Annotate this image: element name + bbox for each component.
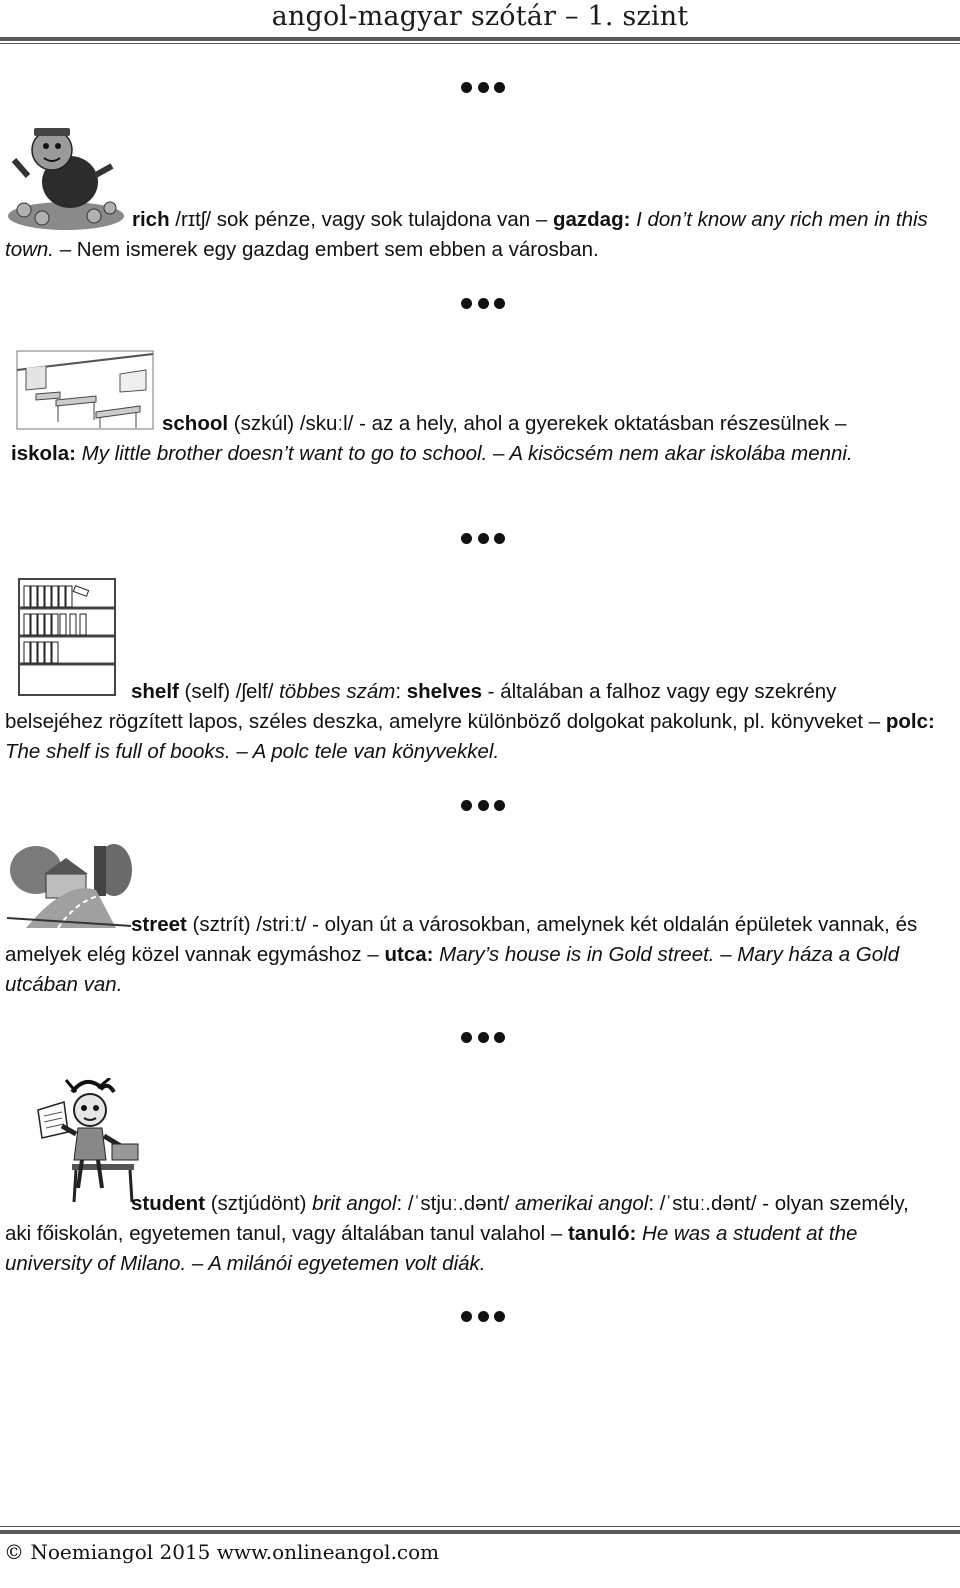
entry-school: school (szkúl) /skuːl/ - az a hely, ahol a gyerekek oktatásban részesülnek – iskola: My little brother doesn’t want to go to school. – A kisöcsém nem akar iskolába menni. [11,412,853,465]
plural-word: shelves [406,680,482,703]
example-hungarian: – A kisöcsém nem akar iskolába menni. [487,442,853,465]
plural-label: többes szám [279,680,396,703]
example-english: I don’t know any rich men in this town. [5,208,928,261]
ellipsis-dots-icon [461,80,505,94]
headword: street [131,913,187,936]
hungarian-meaning: polc: [885,710,935,733]
footer-divider-thin [0,1526,960,1527]
example-hungarian: – Mary háza a Gold utcában van. [5,943,900,996]
example-hungarian: – A milánói egyetemen volt diák. [186,1252,486,1275]
header-divider-thin [0,43,960,44]
example-english: Mary’s house is in Gold street. [433,943,715,966]
hungarian-meaning: tanuló: [567,1222,637,1245]
page-title: angol-magyar szótár – 1. szint [271,1,689,32]
amer-label: amerikai angol [514,1192,649,1215]
entry-shelf: shelf (self) /ʃelf/ többes szám: shelves - általában a falhoz vagy egy szekrény belsejéhez rögzített lapos, széles deszka, amelyre különböző dolgokat pakolunk, pl. könyveket – polc: The shelf is full of books. – A polc tele van könyvekkel. [5,680,935,763]
header-divider [0,37,960,41]
ellipsis-dots-icon [461,1309,505,1323]
entry-rich: rich /rɪtʃ/ sok pénze, vagy sok tulajdona van – gazdag: I don’t know any rich men in this town. – Nem ismerek egy gazdag embert sem ebben a városban. [5,208,928,261]
headword: student [131,1192,206,1215]
headword: school [162,412,229,435]
headword: shelf [131,680,179,703]
student-icon [32,1078,140,1204]
entry-street: street (sztrít) /striːt/ - olyan út a városokban, amelynek két oldalán épületek vannak, és amelyek elég közel vannak egymáshoz – utca: Mary’s house is in Gold street. – Mary háza a Gold utcában van. [5,913,918,996]
brit-label: brit angol [312,1192,397,1215]
hungarian-meaning: iskola: [11,442,76,465]
footer-divider [0,1530,960,1534]
ellipsis-dots-icon [461,798,505,812]
example-english: The shelf is full of books. [5,740,231,763]
hungarian-meaning: gazdag: [552,208,631,231]
example-english: He was a student at the university of Milano. [5,1222,858,1275]
example-hungarian: – Nem ismerek egy gazdag embert sem ebben a városban. [54,238,599,261]
headword: rich [132,208,170,231]
ellipsis-dots-icon [461,531,505,545]
entry-student: student (sztjúdönt) brit angol: /ˈstjuː.dənt/ amerikai angol: /ˈstuː.dənt/ - olyan személy, aki főiskolán, egyetemen tanul, vagy általában tanul valahol – tanuló: He was a student at the university of Milano. – A milánói egyetemen volt diák. [5,1192,909,1275]
ellipsis-dots-icon [461,1030,505,1044]
example-english: My little brother doesn’t want to go to school. [75,442,488,465]
ellipsis-dots-icon [461,296,505,310]
example-hungarian: – A polc tele van könyvekkel. [230,740,500,763]
hungarian-meaning: utca: [384,943,434,966]
footer-copyright: © Noemiangol 2015 www.onlineangol.com [4,1540,440,1564]
